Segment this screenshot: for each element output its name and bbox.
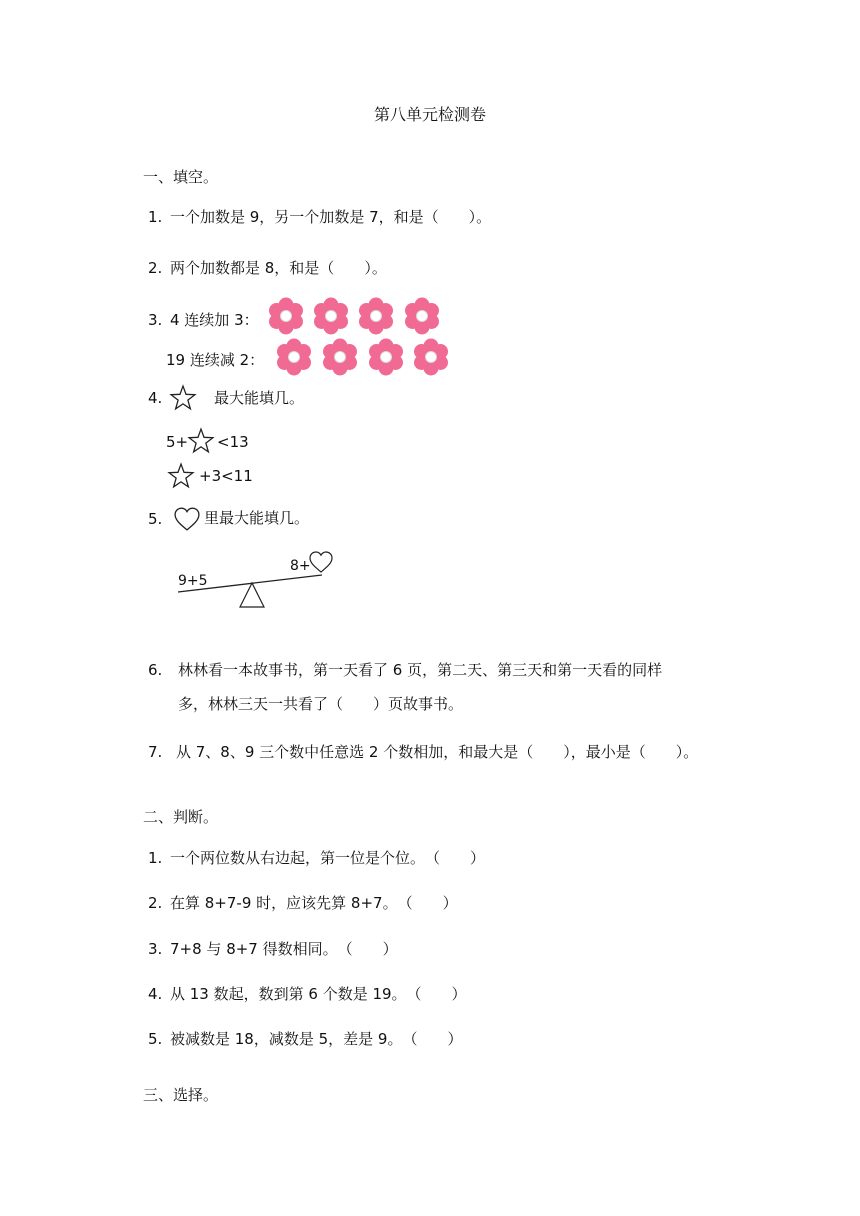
section-heading-true-false: 二、判断。 bbox=[143, 808, 219, 826]
flower-icon bbox=[311, 296, 351, 336]
question-number: 1. bbox=[148, 208, 163, 226]
question-5-text: 里最大能填几。 bbox=[204, 509, 310, 527]
question-number: 3. bbox=[148, 311, 163, 329]
balance-fulcrum bbox=[240, 583, 264, 607]
question-text: 林林看一本故事书，第一天看了 6 页，第二天、第三天和第一天看的同样 bbox=[178, 661, 663, 679]
star-icon bbox=[188, 428, 214, 454]
judge-item bbox=[148, 848, 485, 868]
flower-icon bbox=[266, 296, 306, 336]
question-1 bbox=[148, 207, 491, 227]
question-number: 3. bbox=[148, 940, 163, 958]
question-text: 4 连续加 3： bbox=[170, 311, 259, 329]
question-6-line-1 bbox=[148, 660, 662, 680]
question-number: 4. bbox=[148, 985, 163, 1003]
section-heading-fill-blank: 一、填空。 bbox=[143, 168, 219, 186]
flower-icon bbox=[411, 337, 451, 377]
question-7 bbox=[148, 742, 698, 762]
heart-icon bbox=[174, 507, 200, 531]
judge-item bbox=[148, 984, 467, 1004]
question-4-number: 4. bbox=[148, 389, 163, 407]
question-6-line-2: 多，林林三天一共看了（ ）页故事书。 bbox=[178, 695, 464, 713]
question-number: 7. bbox=[148, 743, 163, 761]
question-4-expr-1-right: <13 bbox=[217, 433, 249, 451]
question-3-line-1 bbox=[148, 310, 259, 330]
star-icon bbox=[168, 463, 194, 489]
question-text: 7+8 与 8+7 得数相同。 （ ） bbox=[170, 940, 398, 958]
question-2 bbox=[148, 258, 387, 278]
page-title: 第八单元检测卷 bbox=[373, 105, 486, 124]
flower-icon bbox=[356, 296, 396, 336]
question-number: 6. bbox=[148, 661, 163, 679]
question-4-expr-1-left: 5+ bbox=[166, 433, 189, 451]
question-3-line-2: 19 连续减 2： bbox=[166, 351, 265, 369]
question-4-text: 最大能填几。 bbox=[214, 389, 305, 407]
star-icon bbox=[170, 385, 196, 411]
question-5-number: 5. bbox=[148, 510, 163, 528]
scale-right-expression: 8+ bbox=[290, 558, 311, 574]
judge-item bbox=[148, 1029, 462, 1049]
flower-icon bbox=[274, 337, 314, 377]
question-text: 从 13 数起，数到第 6 个数是 19。 （ ） bbox=[170, 985, 467, 1003]
question-text: 两个加数都是 8，和是（ ）。 bbox=[170, 259, 387, 277]
heart-icon bbox=[309, 551, 333, 573]
question-number: 2. bbox=[148, 894, 163, 912]
judge-item bbox=[148, 939, 398, 959]
judge-item bbox=[148, 893, 458, 913]
scale-left-expression: 9+5 bbox=[178, 573, 208, 589]
flower-icon bbox=[402, 296, 442, 336]
flower-icon bbox=[366, 337, 406, 377]
question-number: 5. bbox=[148, 1030, 163, 1048]
flower-icon bbox=[320, 337, 360, 377]
question-4-expr-2-right: +3<11 bbox=[199, 467, 253, 485]
question-text: 在算 8+7-9 时，应该先算 8+7。 （ ） bbox=[170, 894, 458, 912]
question-text: 被减数是 18，减数是 5，差是 9。 （ ） bbox=[170, 1030, 463, 1048]
question-number: 2. bbox=[148, 259, 163, 277]
question-text: 从 7、8、9 三个数中任意选 2 个数相加，和最大是（ ），最小是（ ）。 bbox=[176, 743, 699, 761]
section-heading-multiple-choice: 三、选择。 bbox=[143, 1086, 219, 1104]
question-text: 一个两位数从右边起，第一位是个位。 （ ） bbox=[170, 849, 486, 867]
question-number: 1. bbox=[148, 849, 163, 867]
question-text: 一个加数是 9，另一个加数是 7，和是（ ）。 bbox=[170, 208, 492, 226]
